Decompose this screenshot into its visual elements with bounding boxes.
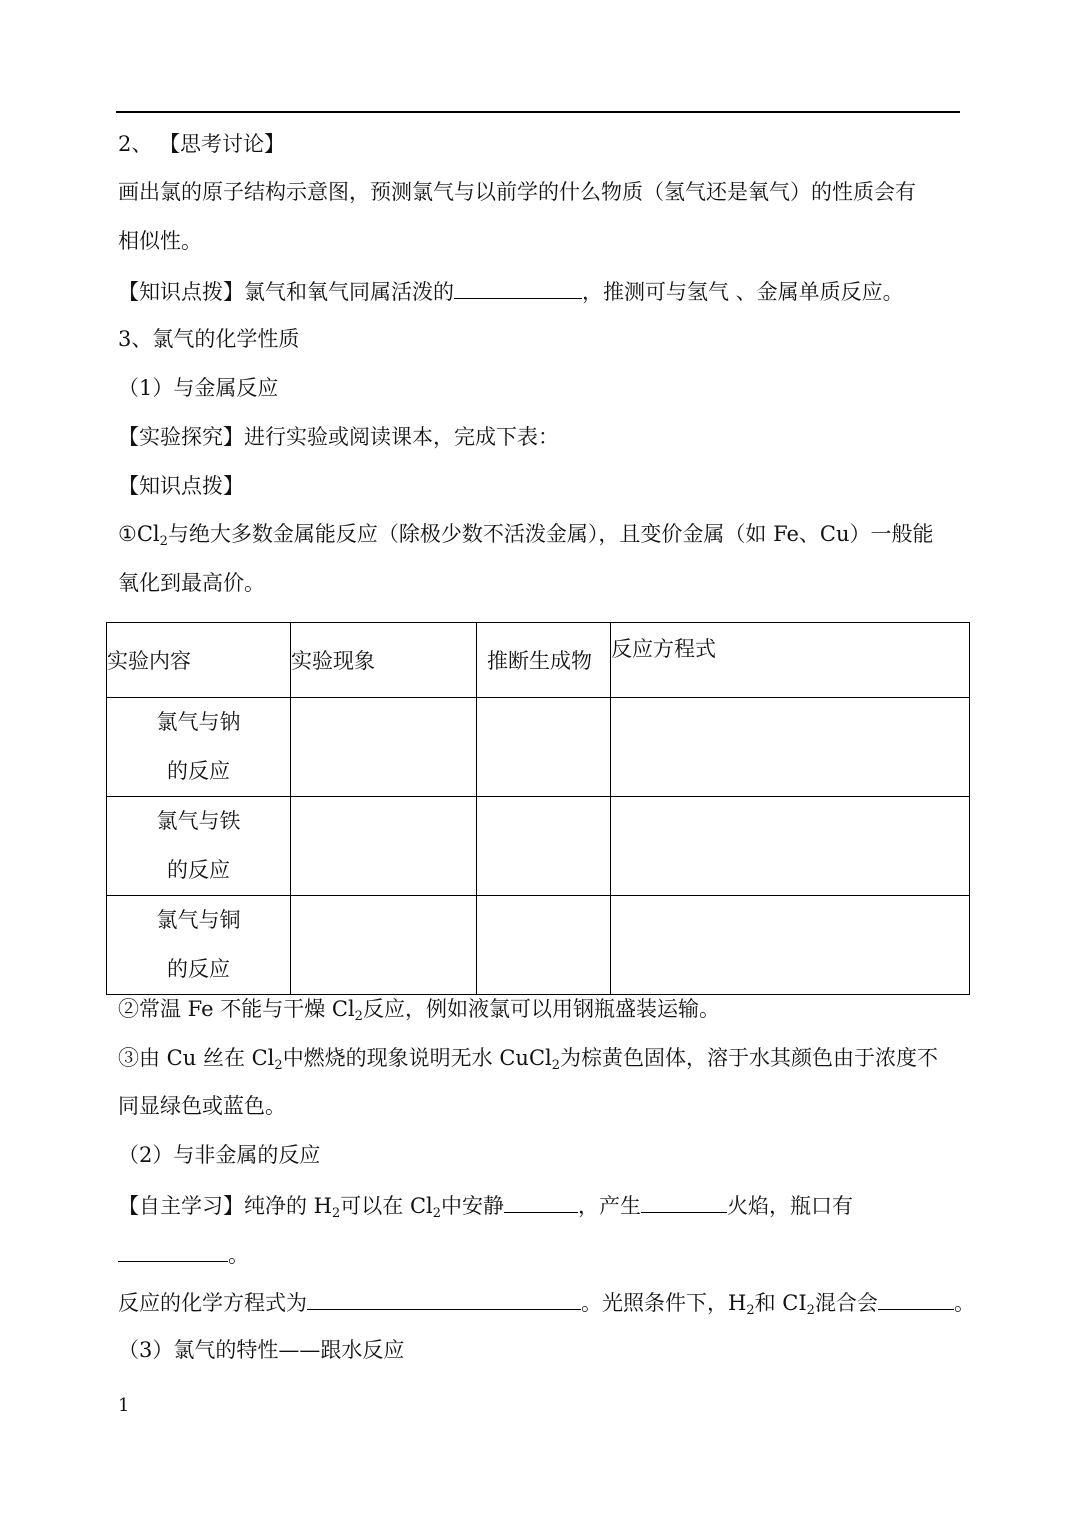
row-label-line1: 氯气与钠 bbox=[156, 710, 241, 734]
note-3-line2: 同显绿色或蓝色。 bbox=[118, 1094, 286, 1118]
section-3-heading: 3、氯气的化学性质 bbox=[118, 327, 300, 351]
fill-blank[interactable] bbox=[504, 1190, 578, 1213]
row-label-line1: 氯气与铁 bbox=[156, 809, 241, 833]
subscript: 2 bbox=[354, 1009, 363, 1024]
answer-cell[interactable] bbox=[477, 698, 611, 797]
row-label-line2: 的反应 bbox=[167, 858, 230, 882]
answer-cell[interactable] bbox=[611, 896, 970, 995]
note-text: ②常温 Fe 不能与干燥 Cl bbox=[118, 997, 355, 1021]
answer-cell[interactable] bbox=[477, 797, 611, 896]
page-number: 1 bbox=[118, 1395, 130, 1416]
subscript: 2 bbox=[332, 1206, 341, 1221]
subscript: 2 bbox=[432, 1206, 442, 1221]
knowledge-tip-label: 【知识点拨】 bbox=[118, 474, 244, 498]
note-text: 与绝大多数金属能反应（除极少数不活泼金属），且变价金属（如 Fe、Cu）一般能 bbox=[167, 522, 934, 546]
answer-cell[interactable] bbox=[611, 797, 970, 896]
section-2-heading: 2、 【思考讨论】 bbox=[118, 132, 286, 156]
equation-text: 。光照条件下，H bbox=[581, 1291, 747, 1315]
answer-cell[interactable] bbox=[291, 797, 477, 896]
discussion-paragraph-line1: 画出氯的原子结构示意图，预测氯气与以前学的什么物质（氢气还是氧气）的性质会有 bbox=[118, 180, 916, 204]
fill-blank[interactable] bbox=[118, 1239, 228, 1262]
note-text: ①Cl bbox=[118, 522, 160, 546]
discussion-paragraph-line2: 相似性。 bbox=[118, 229, 202, 253]
equation-text: 混合会 bbox=[814, 1291, 878, 1315]
fill-blank[interactable] bbox=[307, 1287, 581, 1310]
self-study-line2 bbox=[118, 1239, 249, 1269]
note-text: ③由 Cu 丝在 Cl bbox=[118, 1046, 275, 1070]
header-cell: 反应方程式 bbox=[611, 623, 970, 698]
header-cell: 实验内容 bbox=[107, 623, 291, 698]
row-label-cell bbox=[107, 896, 291, 995]
equation-text: 反应的化学方程式为 bbox=[118, 1291, 307, 1315]
experiment-table bbox=[106, 622, 970, 995]
experiment-instruction: 【实验探究】进行实验或阅读课本，完成下表： bbox=[118, 425, 559, 449]
subscript: 2 bbox=[806, 1303, 815, 1318]
subscript: 2 bbox=[551, 1058, 561, 1073]
fill-blank[interactable] bbox=[641, 1190, 727, 1213]
subscript: 2 bbox=[274, 1058, 283, 1073]
header-rule bbox=[116, 111, 960, 113]
self-study-line1 bbox=[118, 1190, 853, 1220]
row-label-line1: 氯气与铜 bbox=[156, 908, 241, 932]
equation-line bbox=[118, 1287, 975, 1317]
table-row bbox=[107, 896, 970, 995]
equation-text: 和 CI bbox=[754, 1291, 807, 1315]
row-label-line2: 的反应 bbox=[167, 957, 230, 981]
self-study-text: 中安静 bbox=[441, 1194, 505, 1218]
note-1-line2: 氧化到最高价。 bbox=[118, 571, 265, 595]
note-2 bbox=[118, 995, 720, 1023]
table-row bbox=[107, 797, 970, 896]
subsection-2-heading: （2）与非金属的反应 bbox=[118, 1143, 321, 1167]
self-study-text: 火焰，瓶口有 bbox=[727, 1194, 854, 1218]
row-label-cell bbox=[107, 797, 291, 896]
note-3-line1 bbox=[118, 1044, 938, 1072]
fill-blank[interactable] bbox=[454, 276, 582, 299]
tip-text-pre: 【知识点拨】氯气和氧气同属活泼的 bbox=[118, 280, 454, 304]
answer-cell[interactable] bbox=[291, 698, 477, 797]
note-1-line1 bbox=[118, 520, 934, 548]
answer-cell[interactable] bbox=[611, 698, 970, 797]
header-cell: 推断生成物 bbox=[477, 623, 611, 698]
answer-cell[interactable] bbox=[477, 896, 611, 995]
table-row bbox=[107, 698, 970, 797]
tip-text-post: ，推测可与氢气 、金属单质反应。 bbox=[582, 280, 904, 304]
subsection-3-heading: （3）氯气的特性——跟水反应 bbox=[118, 1338, 405, 1362]
self-study-text: 可以在 Cl bbox=[340, 1194, 433, 1218]
subscript: 2 bbox=[159, 534, 168, 549]
subscript: 2 bbox=[746, 1303, 755, 1318]
self-study-text: ，产生 bbox=[578, 1194, 642, 1218]
table-header-row bbox=[107, 623, 970, 698]
answer-cell[interactable] bbox=[291, 896, 477, 995]
subsection-1-heading: （1）与金属反应 bbox=[118, 376, 279, 400]
header-cell: 实验现象 bbox=[291, 623, 477, 698]
knowledge-tip-1 bbox=[118, 276, 904, 306]
note-text: 为棕黄色固体，溶于水其颜色由于浓度不 bbox=[560, 1046, 939, 1070]
fill-blank[interactable] bbox=[878, 1287, 954, 1310]
self-study-text: 。 bbox=[228, 1243, 249, 1267]
row-label-cell bbox=[107, 698, 291, 797]
row-label-line2: 的反应 bbox=[167, 759, 230, 783]
self-study-text: 【自主学习】纯净的 H bbox=[118, 1194, 332, 1218]
equation-text: 。 bbox=[953, 1291, 975, 1315]
note-text: 中燃烧的现象说明无水 CuCl bbox=[282, 1046, 552, 1070]
note-text: 反应，例如液氯可以用钢瓶盛装运输。 bbox=[362, 997, 720, 1021]
